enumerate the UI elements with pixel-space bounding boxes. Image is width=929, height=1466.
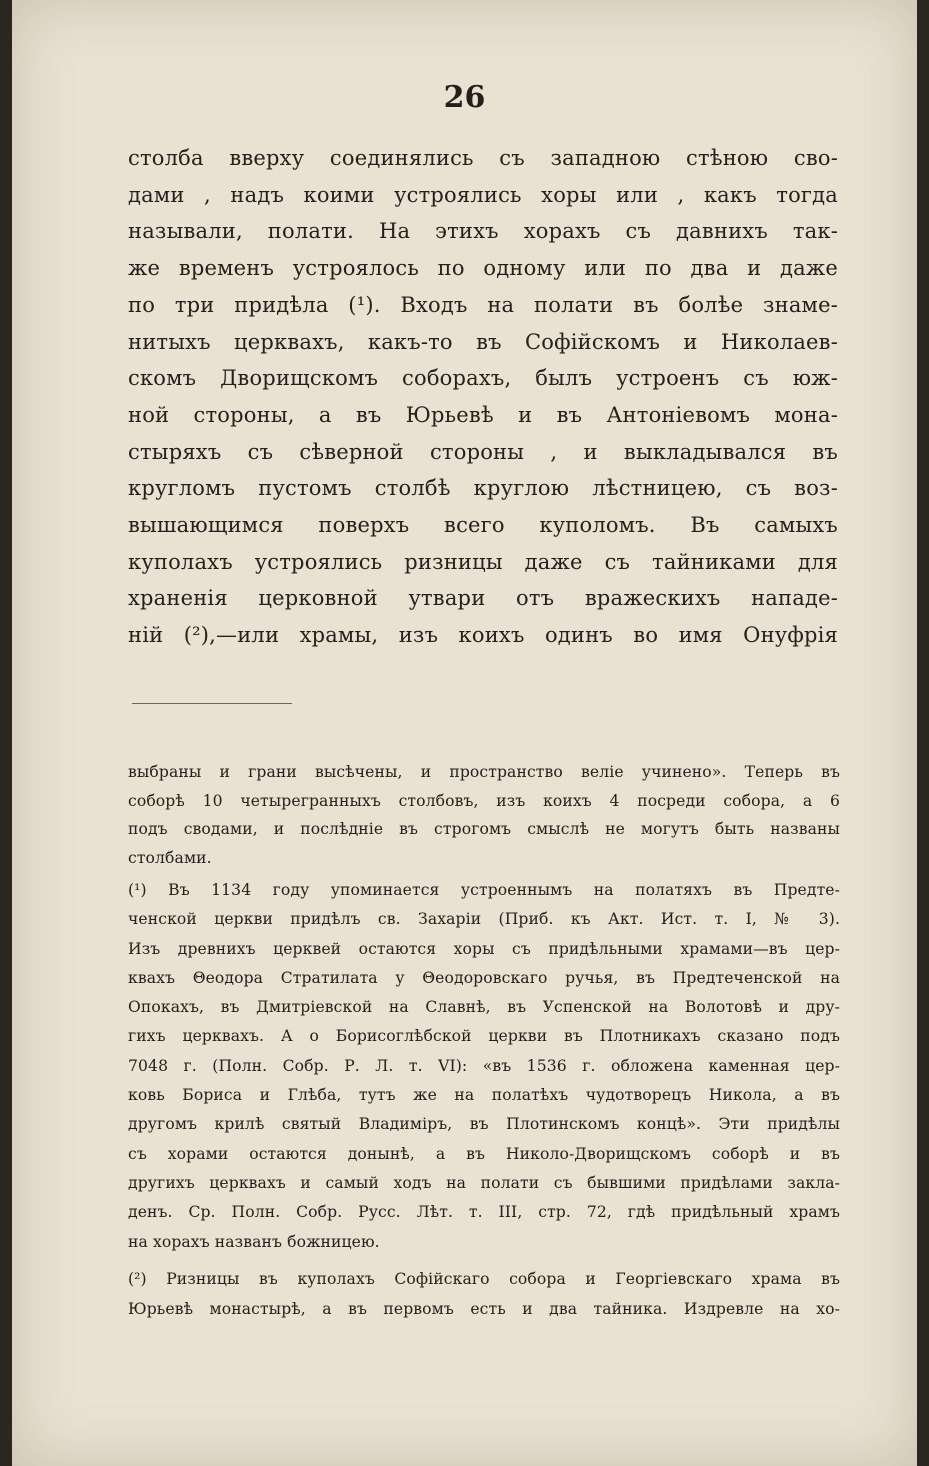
text-line: ній (²),—или храмы, изъ коихъ одинъ во имя Онуфрія [128, 623, 838, 648]
footnote-line: на хорахъ названъ божницею. [128, 1232, 380, 1251]
footnote-2 [128, 1264, 840, 1324]
text-line: же временъ устроялось по одному или по два и даже [128, 256, 838, 281]
footnote-line: квахъ Θеодора Стратилата у Θеодоровскаго ручья, въ Предтеченской на [128, 968, 840, 987]
footnote-line: ковь Бориса и Глѣба, тутъ же на полатѣхъ чудотворецъ Никола, а въ [128, 1086, 840, 1105]
text-line: кругломъ пустомъ столбѣ круглою лѣстницею, съ воз- [128, 476, 838, 501]
text-line: называли, полати. На этихъ хорахъ съ давнихъ так- [128, 219, 838, 244]
text-line: столба вверху соединялись съ западною стѣною сво- [128, 146, 838, 170]
main-text [128, 140, 838, 654]
footnote-line: ченской церкви придѣлъ св. Захаріи (Приб. къ Акт. Ист. т. I, № 3). [128, 910, 840, 929]
footnote-1 [128, 876, 840, 1257]
footnote-line: Опокахъ, въ Дмитріевской на Славнѣ, въ Успенской на Волотовѣ и дру- [128, 998, 840, 1017]
text-line: храненія церковной утвари отъ вражескихъ нападе- [128, 586, 838, 611]
footnote-line: выбраны и грани высѣчены, и пространство веліе учинено». Теперь въ [128, 763, 840, 781]
footnote-line: соборѣ 10 четырегранныхъ столбовъ, изъ коихъ 4 посреди собора, а 6 [128, 791, 840, 810]
footnote-line: другихъ церквахъ и самый ходъ на полати съ бывшими придѣлами закла- [128, 1173, 840, 1192]
footnote-line: денъ. Ср. Полн. Собр. Русс. Лѣт. т. III, стр. 72, гдѣ придѣльный храмъ [128, 1203, 840, 1222]
footnote-line: 7048 г. (Полн. Собр. Р. Л. т. VI): «въ 1536 г. обложена каменная цер- [128, 1056, 840, 1075]
text-line: ной стороны, а въ Юрьевѣ и въ Антоніевомъ мона- [128, 402, 838, 427]
text-line: куполахъ устроялись ризницы даже съ тайниками для [128, 549, 838, 574]
footnote-line: столбами. [128, 849, 212, 868]
footnote-line: Юрьевѣ монастырѣ, а въ первомъ есть и два тайника. Издревле на хо- [128, 1300, 840, 1318]
footnote-line: гихъ церквахъ. А о Борисоглѣбской церкви въ Плотникахъ сказано подъ [128, 1027, 840, 1046]
footnote-line: (²) Ризницы въ куполахъ Софійскаго собора и Георгіевскаго храма въ [128, 1270, 840, 1288]
footnote-line: Изъ древнихъ церквей остаются хоры съ придѣльными храмами—въ цер- [128, 939, 840, 958]
text-line: вышающимся поверхъ всего куполомъ. Въ самыхъ [128, 513, 838, 538]
footnote-line: (¹) Въ 1134 году упоминается устроеннымъ на полатяхъ въ Предте- [128, 881, 840, 899]
text-line: нитыхъ церквахъ, какъ-то въ Софійскомъ и Николаев- [128, 329, 838, 354]
footnote-continuation [128, 758, 840, 873]
footnote-separator [132, 703, 292, 704]
page-number: 26 [443, 80, 486, 115]
text-line: скомъ Дворищскомъ соборахъ, былъ устроенъ съ юж- [128, 366, 838, 391]
text-line: дами , надъ коими устроялись хоры или , какъ тогда [128, 182, 838, 207]
footnote-line: другомъ крилѣ святый Владиміръ, въ Плотинскомъ концѣ». Эти придѣлы [128, 1115, 840, 1134]
text-line: стыряхъ съ сѣверной стороны , и выкладывался въ [128, 439, 838, 464]
text-line: по три придѣла (¹). Входъ на полати въ болѣе знаме- [128, 292, 838, 317]
footnote-line: подъ сводами, и послѣдніе въ строгомъ смыслѣ не могутъ быть названы [128, 820, 840, 839]
book-page [12, 0, 917, 1466]
footnote-line: съ хорами остаются донынѣ, а въ Николо-Дворищскомъ соборѣ и въ [128, 1144, 840, 1163]
